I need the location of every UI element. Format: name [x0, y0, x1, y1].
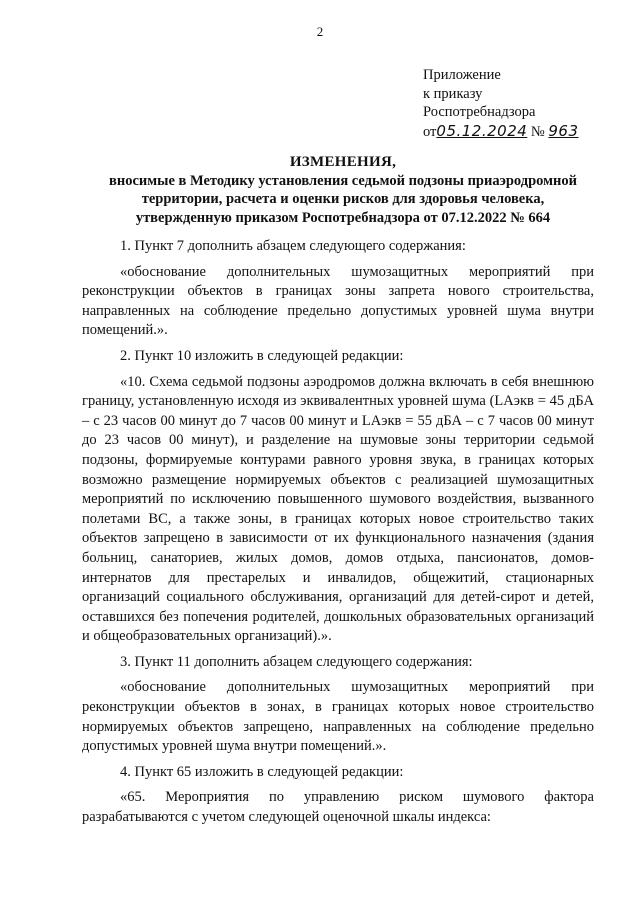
document-title [90, 153, 596, 227]
paragraph-7: 4. Пункт 65 изложить в следующей редакции: [120, 763, 404, 780]
document-body [82, 237, 594, 828]
order-number: 963 [548, 121, 579, 140]
number-prefix: № [530, 123, 545, 140]
page-number: 2 [316, 24, 324, 39]
paragraph-6: «обоснование дополнительных шумозащитных мероприятий при реконструкции объектов в зонах, в границах которых новое строительство нормируемых объектов запрещено, направленных на соблюдение предельно допустимых уровней шума внутри помещений.». [82, 679, 594, 755]
title-line-2: территории, расчета и оценки рисков для здоровья человека, [141, 191, 545, 208]
appendix-line-2: к приказу [423, 85, 483, 102]
date-prefix: от [423, 123, 437, 140]
paragraph-8: «65. Мероприятия по управлению риском шумового фактора разрабатываются с учетом следующей оценочной шкалы индекса: [82, 789, 594, 826]
appendix-line-1: Приложение [423, 67, 501, 83]
paragraph-5: 3. Пункт 11 дополнить абзацем следующего содержания: [120, 653, 473, 670]
title-main: ИЗМЕНЕНИЯ, [289, 154, 397, 170]
appendix-date-line [423, 122, 579, 142]
date-value: 05.12.2024 [436, 121, 528, 140]
paragraph-4: «10. Схема седьмой подзоны аэродромов должна включать в себя внешнюю границу, установленную исходя из эквивалентных уровней шума (LAэкв = 45 дБА – с 23 часов 00 минут до 7 часов 00 минут и LAэкв = 55 дБА – с 7 часов 00 минут до 23 часов 00 минут), и разделение на шумовые зоны территории седьмой подзоны, формируемые контурами равного уровня звука, в границах которых возможно размещение нормируемых объектов с реализацией шумозащитных мероприятий по исключению повышенного шумового воздействия, вызванного полетами ВС, а также зоны, в границах которых новое строительство таких объектов запрещено в зависимости от их функционального назначения (здания больниц, санаториев, жилых домов, домов отдыха, пансионатов, домов-интернатов для престарелых и инвалидов, общежитий, стационарных организаций социального обслуживания, организаций для детей-сирот и детей, оставшихся без попечения родителей, дошкольных образовательных организаций и общеобразовательных организаций).». [82, 373, 594, 645]
appendix-block [423, 66, 579, 141]
appendix-line-3: Роспотребнадзора [423, 104, 536, 121]
paragraph-1: 1. Пункт 7 дополнить абзацем следующего содержания: [120, 238, 466, 254]
title-line-1: вносимые в Методику установления седьмой подзоны приаэродромной [109, 172, 577, 189]
paragraph-2: «обоснование дополнительных шумозащитных мероприятий при реконструкции объектов в границах зоны запрета нового строительства, направленных на соблюдение предельно допустимых уровней шума внутри помещений.». [82, 263, 594, 339]
paragraph-3: 2. Пункт 10 изложить в следующей редакции: [120, 347, 404, 364]
title-line-3: утвержденную приказом Роспотребнадзора от 07.12.2022 № 664 [135, 209, 551, 226]
